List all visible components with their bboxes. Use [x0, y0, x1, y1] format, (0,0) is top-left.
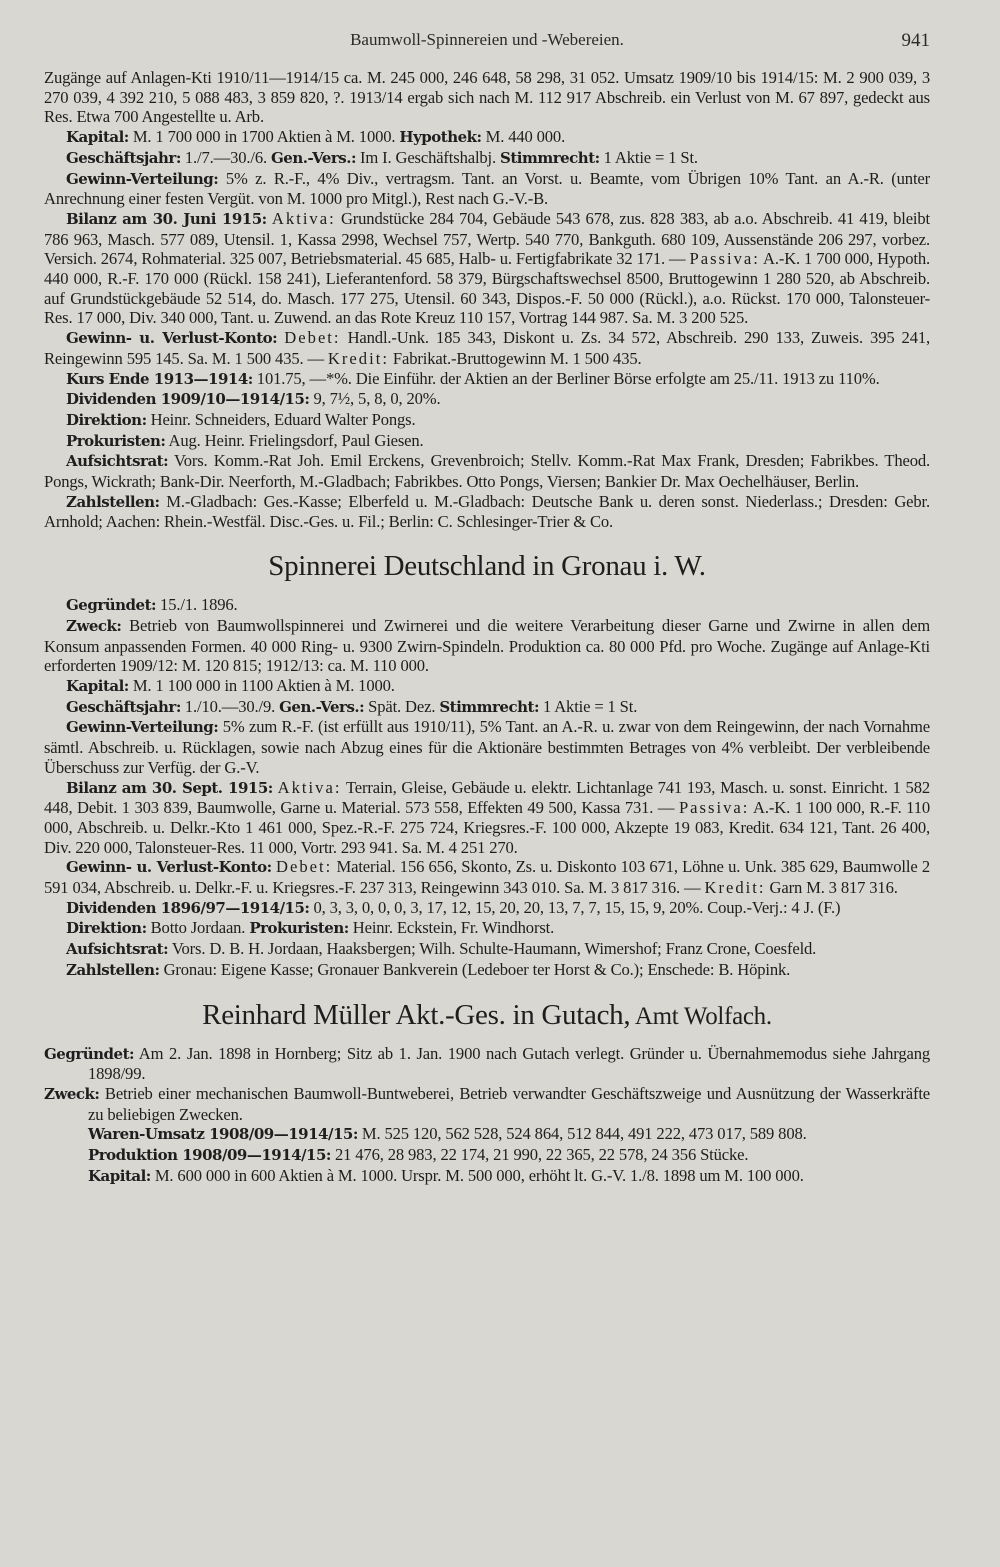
company-entry	[44, 999, 930, 1187]
page-body	[44, 68, 930, 1186]
company-heading	[44, 999, 930, 1032]
field-label: Produktion 1908/09—1914/15:	[88, 1146, 331, 1165]
field-label: Aufsichtsrat:	[66, 940, 169, 959]
field-text: 1./7.—30./6.	[180, 147, 271, 167]
entry-paragraph	[44, 595, 930, 616]
field-label: Gewinn-Verteilung:	[66, 169, 219, 188]
field-text: M.-Gladbach: Ges.-Kasse; Elberfeld u. M.-Gladbach: Deutsche Bank u. deren sonst. Niederlass.; Dresden: Gebr. Arnhold; Aachen: Rhein.-Westfäl. Disc.-Ges. u. Fil.; Berlin: C. Schlesinger-Trier & Co.	[44, 491, 930, 532]
field-text: A.-K. 1 700 000, Hypoth. 440 000, R.-F. 170 000 (Rückl. 158 241), Lieferantenford. 58 379, Bürgschaftswechsel 8500, Bruttogewinn 1 280 520, ab Abschreib. auf Grundstückgebäude 52 514, do. Masch. 177 275, Utensil. 60 343, Dispos.-F. 50 000 (Rückl.), a.o. Rückst. 170 000, Talonsteuer-Res. 17 000, Div. 340 000, Tant. u. Zuwend. an das Rote Kreuz 110 157, Vortrag 144 987. Sa. M. 3 200 525.	[44, 249, 931, 328]
field-label: Kapital:	[66, 128, 129, 147]
entry-paragraph	[44, 328, 930, 368]
entry-paragraph	[44, 939, 930, 960]
field-label: Zahlstellen:	[66, 960, 160, 979]
field-label: Zweck:	[44, 1084, 100, 1103]
field-label: Gewinn- u. Verlust-Konto:	[66, 329, 278, 348]
spaced-label: Passiva:	[678, 798, 750, 818]
field-label: Bilanz am 30. Sept. 1915:	[66, 778, 273, 797]
running-head	[44, 30, 930, 58]
spaced-label: Kredit:	[327, 348, 389, 368]
field-text: Betrieb von Baumwollspinnerei und Zwirnerei und die weitere Verarbeitung dieser Garne und Zwirne in allen dem Konsum anpassenden Formen. 40 000 Ring- u. 9300 Zwirn-Spindeln. Produktion ca. 80 000 Pfd. pro Woche. Zugänge auf Anlage-Kti erforderten 1909/12: M. 120 815; 1912/13: ca. M. 110 000.	[44, 615, 930, 676]
entry-paragraph	[44, 1124, 930, 1145]
entry-paragraph	[44, 1166, 930, 1187]
field-label: Bilanz am 30. Juni 1915:	[66, 209, 267, 228]
field-text: Betrieb einer mechanischen Baumwoll-Buntweberei, Betrieb verwandter Geschäftszweige und Ausnützung der Wasserkräfte zu beliebigen Zwecken.	[88, 1083, 930, 1124]
field-text: Zugänge auf Anlagen-Kti 1910/11—1914/15 ca. M. 245 000, 246 648, 58 298, 31 052. Umsatz 1909/10 bis 1914/15: M. 2 900 039, 3 270 039, 4 392 210, 5 088 483, 3 859 820, ?. 1913/14 ergab sich nach M. 112 917 Abschreib. ein Verlust von M. 67 897, gedeckt aus Res. Etwa 700 Angestellte u. Arb.	[44, 68, 930, 127]
spaced-label: Debet:	[275, 857, 333, 877]
field-text: M. 1 700 000 in 1700 Aktien à M. 1000.	[128, 127, 400, 147]
entry-paragraph	[44, 169, 930, 209]
field-text: Gronau: Eigene Kasse; Gronauer Bankverein (Ledeboer ter Horst & Co.); Enschede: B. Höpink.	[159, 959, 791, 979]
entry-paragraph	[44, 451, 930, 491]
entry-paragraph	[44, 778, 930, 858]
company-name: Reinhard Müller Akt.-Ges. in Gutach,	[202, 998, 631, 1031]
field-text: 1./10.—30./9.	[180, 696, 280, 716]
field-label: Direktion:	[66, 410, 147, 429]
entry-paragraph	[44, 717, 930, 777]
field-label: Gewinn-Verteilung:	[66, 718, 219, 737]
spaced-label: Kredit:	[704, 878, 766, 898]
field-label: Dividenden 1896/97—1914/15:	[66, 898, 310, 917]
entry-paragraph	[44, 492, 930, 532]
field-label: Gen.-Vers.:	[279, 697, 365, 716]
field-text: Material. 156 656, Skonto, Zs. u. Diskonto 103 671, Löhne u. Unk. 385 629, Baumwolle 2 591 034, Abschreib. u. Delkr.-F. u. Kriegsres.-F. 237 313, Reingewinn 343 010. Sa. M. 3 817 316. —	[44, 857, 930, 898]
company-location: Amt Wolfach.	[630, 1002, 772, 1030]
field-label: Zahlstellen:	[66, 492, 160, 511]
entry-paragraph	[44, 209, 930, 328]
field-text: Im I. Geschäftshalbj.	[356, 147, 501, 167]
field-label: Aufsichtsrat:	[66, 452, 169, 471]
entry-paragraph	[44, 127, 930, 148]
field-text: Botto Jordaan.	[146, 918, 250, 938]
company-entry	[44, 550, 930, 980]
entry-paragraph	[44, 410, 930, 431]
entry-paragraph	[44, 389, 930, 410]
field-label: Stimmrecht:	[500, 148, 600, 167]
field-label: Gewinn- u. Verlust-Konto:	[66, 858, 272, 877]
field-text: Am 2. Jan. 1898 in Hornberg; Sitz ab 1. Jan. 1900 nach Gutach verlegt. Gründer u. Übernahmemodus siehe Jahrgang 1898/99.	[88, 1043, 930, 1084]
entry-paragraph	[44, 898, 930, 919]
entry-paragraph	[44, 697, 930, 718]
field-label: Zweck:	[66, 616, 122, 635]
field-text: Spät. Dez.	[364, 696, 440, 716]
field-text: 15./1. 1896.	[156, 595, 238, 615]
field-label: Waren-Umsatz 1908/09—1914/15:	[88, 1125, 358, 1144]
field-text: Heinr. Schneiders, Eduard Walter Pongs.	[146, 409, 416, 429]
field-label: Kapital:	[88, 1166, 151, 1185]
entry-paragraph	[44, 431, 930, 452]
field-text: M. 440 000.	[481, 127, 566, 147]
field-text: 0, 3, 3, 0, 0, 0, 3, 17, 12, 15, 20, 20, 13, 7, 7, 15, 15, 9, 20%. Coup.-Verj.: 4 J. (F.)	[309, 897, 841, 917]
field-label: Dividenden 1909/10—1914/15:	[66, 390, 310, 409]
field-label: Hypothek:	[399, 128, 482, 147]
entry-paragraph	[44, 1145, 930, 1166]
entry-paragraph	[44, 676, 930, 697]
running-head-title: Baumwoll-Spinnereien und -Webereien.	[350, 30, 624, 49]
entry-paragraph	[44, 616, 930, 676]
field-text: M. 600 000 in 600 Aktien à M. 1000. Urspr. M. 500 000, erhöht lt. G.-V. 1./8. 1898 um M. 100 000.	[150, 1165, 804, 1185]
field-label: Direktion:	[66, 919, 147, 938]
field-text: 1 Aktie = 1 St.	[599, 147, 698, 167]
field-label: Gen.-Vers.:	[270, 148, 356, 167]
field-text: Vors. D. B. H. Jordaan, Haaksbergen; Wilh. Schulte-Haumann, Wimershof; Franz Crone, Coesfeld.	[168, 939, 817, 959]
field-text: Vors. Komm.-Rat Joh. Emil Erckens, Grevenbroich; Stellv. Komm.-Rat Max Frank, Dresden; Fabrikbes. Theod. Pongs, Wickrath; Bank-Dir. Neerforth, M.-Gladbach; Fabrikbes. Otto Pongs, Viersen; Bankier Dr. Max Oechelhäuser, Berlin.	[44, 451, 930, 492]
field-label: Gegründet:	[44, 1044, 135, 1063]
field-text: 5% zum R.-F. (ist erfüllt aus 1910/11), 5% Tant. an A.-R. u. zwar von dem Reingewinn, der nach Vornahme sämtl. Abschreib. u. Rücklagen, sowie nach Abzug eines für die Aktionäre bestimmten Betrages von 4% verbleibt. Der verbleibende Überschuss zur Verfüg. der G.-V.	[44, 717, 930, 777]
field-text: Terrain, Gleise, Gebäude u. elektr. Lichtanlage 741 193, Masch. u. sonst. Einricht. 1 582 448, Debit. 1 303 839, Baumwolle, Garne u. Material. 573 558, Effekten 49 500, Kassa 731. —	[44, 777, 930, 818]
spaced-label: Aktiva:	[271, 208, 336, 228]
field-text: Aug. Heinr. Frielingsdorf, Paul Giesen.	[165, 430, 424, 450]
company-heading	[44, 550, 930, 583]
page-number: 941	[901, 30, 930, 51]
field-text: Garn M. 3 817 316.	[765, 878, 898, 898]
field-label: Prokuristen:	[249, 919, 349, 938]
entry-paragraph	[44, 148, 930, 169]
field-text: M. 1 100 000 in 1100 Aktien à M. 1000.	[128, 675, 395, 695]
field-text: M. 525 120, 562 528, 524 864, 512 844, 491 222, 473 017, 589 808.	[357, 1124, 807, 1144]
field-label: Kapital:	[66, 676, 129, 695]
spaced-label: Debet:	[284, 328, 341, 348]
field-text: Fabrikat.-Bruttogewinn M. 1 500 435.	[388, 348, 642, 368]
field-text: Handl.-Unk. 185 343, Diskont u. Zs. 34 572, Abschreib. 290 133, Zuweis. 395 241, Reingewinn 595 145. Sa. M. 1 500 435. —	[44, 328, 930, 368]
field-label: Stimmrecht:	[439, 697, 539, 716]
field-label: Prokuristen:	[66, 431, 166, 450]
field-text: A.-K. 1 100 000, R.-F. 110 000, Abschreib. u. Delkr.-Kto 1 461 000, Spez.-R.-F. 275 724, Kriegsres.-F. 100 000, Akzepte 19 083, Kredit. 634 121, Tant. 26 400, Div. 220 000, Talonsteuer-Res. 11 000, Vortr. 293 941. Sa. M. 4 251 270.	[44, 798, 931, 857]
entry-paragraph	[44, 1084, 930, 1124]
field-text: 9, 7½, 5, 8, 0, 20%.	[309, 389, 441, 409]
field-text: 101.75, —*%. Die Einführ. der Aktien an der Berliner Börse erfolgte am 25./11. 1913 zu 110%.	[252, 368, 880, 388]
entry-paragraph	[44, 960, 930, 981]
field-label: Geschäftsjahr:	[66, 697, 181, 716]
entry-paragraph	[44, 918, 930, 939]
spaced-label: Passiva:	[689, 249, 760, 269]
field-label: Kurs Ende 1913—1914:	[66, 369, 253, 388]
spaced-label: Aktiva:	[277, 777, 342, 797]
entry-paragraph	[44, 369, 930, 390]
entry-paragraph	[44, 68, 930, 127]
field-label: Geschäftsjahr:	[66, 148, 181, 167]
field-text: Heinr. Eckstein, Fr. Windhorst.	[348, 918, 555, 938]
page	[44, 30, 930, 1186]
entry-paragraph	[44, 1044, 930, 1084]
field-text: 5% z. R.-F., 4% Div., vertragsm. Tant. an Vorst. u. Beamte, vom Übrigen 10% Tant. an A.-R. (unter Anrechnung einer festen Vergüt. von M. 1000 pro Mitgl.), Rest nach G.-V.-B.	[44, 168, 930, 209]
company-entry	[44, 68, 930, 532]
entry-paragraph	[44, 857, 930, 897]
field-text: 21 476, 28 983, 22 174, 21 990, 22 365, 22 578, 24 356 Stücke.	[330, 1145, 749, 1165]
field-text: 1 Aktie = 1 St.	[538, 696, 638, 716]
field-label: Gegründet:	[66, 596, 157, 615]
company-name: Spinnerei Deutschland in Gronau i. W.	[268, 550, 706, 583]
field-text: Grundstücke 284 704, Gebäude 543 678, zus. 828 383, ab a.o. Abschreib. 41 419, bleibt 786 963, Masch. 577 089, Utensil. 1, Kassa 2998, Wechsel 757, Wertp. 540 770, Bankguth. 680 109, Aussenstände 206 297, vorbez. Versich. 2674, Rohmaterial. 325 007, Betriebsmaterial. 45 685, Halb- u. Fertigfabrikate 32 171. —	[44, 208, 931, 269]
